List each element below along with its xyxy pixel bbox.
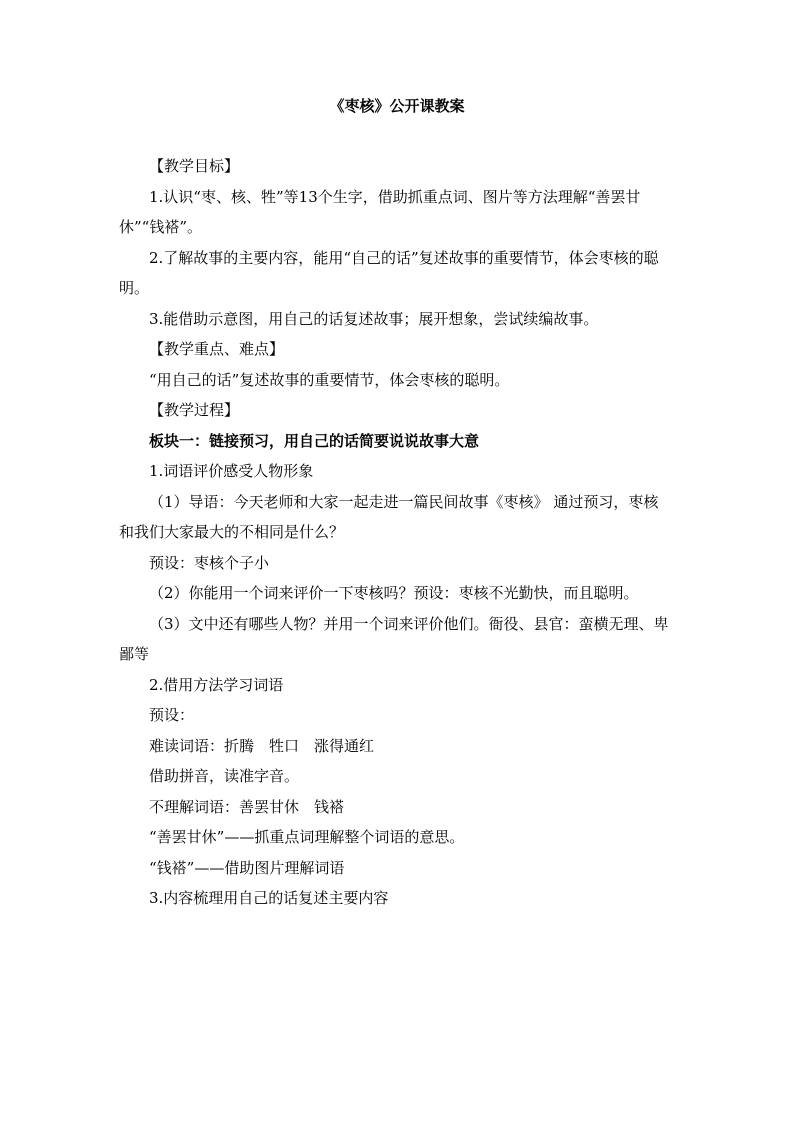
objective-1: 1.认识“枣、核、牲”等13个生字，借助抓重点词、图片等方法理解“善罢甘休”“钱褡”。 [119,187,641,236]
word-explanation-2: “钱褡”——借助图片理解词语 [149,858,345,877]
section-heading-process: 【教学过程】 [149,401,240,419]
objective-2: 2.了解故事的主要内容，能用“自己的话”复述故事的重要情节，体会枣核的聪明。 [119,248,659,297]
step-2-preset-label: 预设： [149,706,195,724]
step-1-preset: 预设：枣核个子小 [149,553,270,572]
difficult-words: 难读词语：折腾 牲口 涨得通红 [149,736,375,755]
document-title: 《枣核》公开课教案 [329,97,465,115]
pinyin-note: 借助拼音，读准字音。 [149,767,300,785]
step-1-question-2: （2）你能用一个词来评价一下枣核吗？预设：枣核不光勤快，而且聪明。 [149,584,639,602]
step-3-heading: 3.内容梳理用自己的话复述主要内容 [149,889,389,907]
document-body [119,151,671,914]
step-1-intro: （1）导语：今天老师和大家一起走进一篇民间故事《枣核》 通过预习，枣核和我们大家最大的不相同是什么？ [119,492,659,541]
objective-3: 3.能借助示意图，用自己的话复述故事；展开想象，尝试续编故事。 [149,309,599,328]
step-1-heading: 1.词语评价感受人物形象 [149,462,314,480]
section-heading-objectives: 【教学目标】 [149,157,240,175]
unfamiliar-words: 不理解词语：善罢甘休 钱褡 [149,797,345,816]
section-heading-key-points: 【教学重点、难点】 [149,340,285,358]
module-one-heading: 板块一：链接预习，用自己的话简要说说故事大意 [149,431,480,450]
word-explanation-1: “善罢甘休”——抓重点词理解整个词语的意思。 [149,828,465,846]
key-point-text: “用自己的话”复述故事的重要情节，体会枣核的聪明。 [149,370,510,389]
step-2-heading: 2.借用方法学习词语 [149,675,284,694]
step-1-question-3: （3）文中还有哪些人物？并用一个词来评价他们。衙役、县官：蛮横无理、卑鄙等 [119,614,669,663]
